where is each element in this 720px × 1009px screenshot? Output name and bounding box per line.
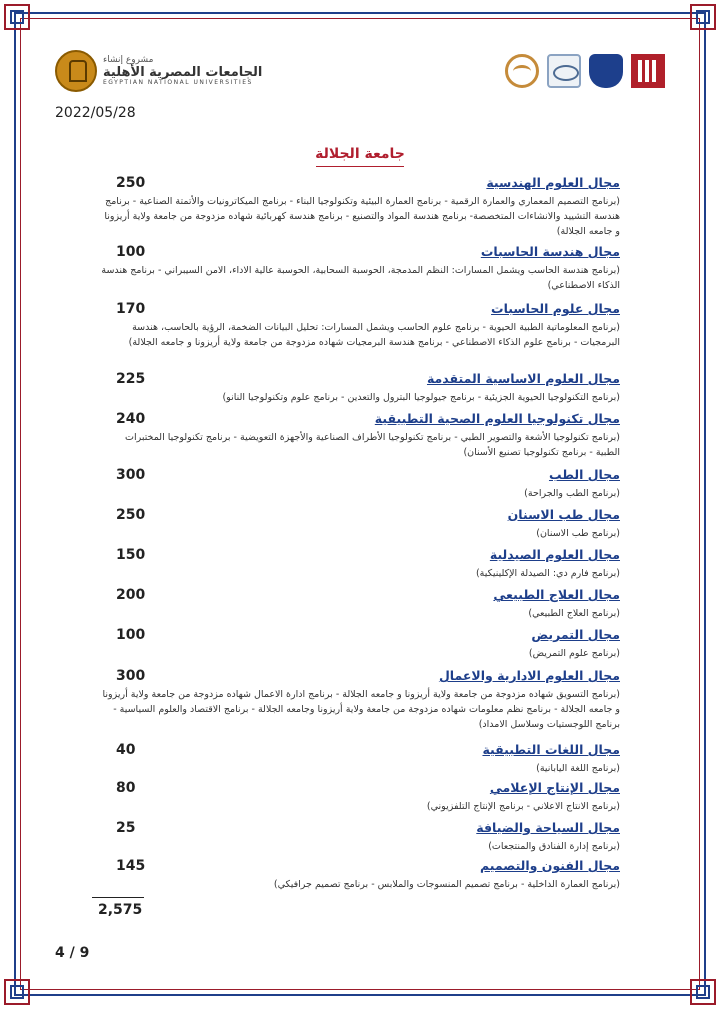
- field-seat-count: 300: [116, 467, 146, 483]
- field-seat-count: 25: [116, 820, 136, 836]
- field-seat-count: 240: [116, 411, 146, 427]
- field-seat-count: 150: [116, 547, 146, 563]
- field-name: مجال العلوم الهندسية: [486, 175, 620, 190]
- field-name: مجال التمريض: [531, 627, 620, 642]
- field-programs: (برنامج هندسة الحاسب ويشمل المسارات: النظم المدمجة، الحوسبة السحابية، الحوسبة عالية الاداء، الامن السيبراني - برنامج هندسة الذكاء الاصطناعي): [101, 265, 620, 291]
- field-programs: (برنامج تكنولوجيا الأشعة والتصوير الطبي - برنامج تكنولوجيا الأطراف الصناعية والأجهزة التعويضية - برنامج تكنولوجيا المختبرات الطبية - برنامج تكنولوجيا تصنيع الأسنان): [125, 432, 620, 458]
- field-programs: (برنامج العلاج الطبيعي): [528, 608, 620, 619]
- field-name: مجال علوم الحاسبات: [491, 301, 620, 316]
- field-programs: (برنامج علوم التمريض): [528, 648, 620, 659]
- field-name: مجال العلوم الادارية والاعمال: [438, 668, 620, 683]
- field-name: مجال هندسة الحاسبات: [480, 244, 620, 259]
- field-programs: (برنامج إدارة الفنادق والمنتجعات): [488, 841, 620, 852]
- field-name: مجال اللغات التطبيقية: [482, 742, 620, 757]
- field-programs: (برنامج المعلوماتية الطبية الحيوية - برنامج علوم الحاسب ويشمل المسارات: تحليل البيانات الضخمة، الرؤية بالحاسب، هندسة البرمجيات - برنامج علوم الذكاء الاصطناعي - برنامج هندسة البرمجيات شهاده مزدوجة من جامعة ولاية أريزونا و جامعه الجلالة): [128, 322, 620, 348]
- field-programs: (برنامج اللغة اليابانية): [536, 763, 620, 774]
- field-seat-count: 100: [116, 627, 146, 643]
- logo-english-name: EGYPTIAN NATIONAL UNIVERSITIES: [103, 78, 253, 86]
- field-name: مجال العلوم الصيدلية: [489, 547, 620, 562]
- field-programs: (برنامج التصميم المعماري والعمارة الرقمية - برنامج العمارة البيئية وتكنولوجيا البناء - برنامج الميكاترونيات والأتمتة الصناعية - برنامج هندسة التشييد والانشاءات المتخصصة- برنامج هندسة المواد والتصنيع - برنامج هندسة كهربائية شهاده مزدوجة من جامعة ولاية أريزونا و جامعه الجلالة): [104, 196, 620, 237]
- field-seat-count: 250: [116, 507, 146, 523]
- field-name: مجال طب الاسنان: [507, 507, 620, 522]
- field-programs: (برنامج التسويق شهاده مزدوجة من جامعة ولاية أريزونا و جامعه الجلالة - برنامج ادارة الاعمال شهاده مزدوجة من جامعة ولاية أريزونا و جامعه الجلالة - برنامج نظم معلومات شهاده مزدوجة من جامعة ولاية أريزونا وجامعه الجلالة - برنامج الاقتصاد والعلوم السياسية - برنامج اللوجستيات وسلاسل الامداد): [102, 689, 620, 730]
- field-seat-count: 170: [116, 301, 146, 317]
- field-seat-count: 200: [116, 587, 146, 603]
- page-title: جامعة الجلالة: [315, 146, 405, 162]
- field-name: مجال العلوم الاساسية المتقدمة: [426, 371, 620, 386]
- field-programs: (برنامج فارم دي: الصيدلة الإكلينيكية): [475, 568, 620, 579]
- field-name: مجال العلاج الطبيعي: [493, 587, 620, 602]
- field-programs: (برنامج التكنولوجيا الحيوية الجزيئية - برنامج جيولوجيا البترول والتعدين - برنامج علوم وتكنولوجيا النانو): [222, 392, 620, 403]
- logo-title: الجامعات المصرية الأهلية: [103, 64, 263, 80]
- field-seat-count: 100: [116, 244, 146, 260]
- field-programs: (برنامج العمارة الداخلية - برنامج تصميم المنسوجات والملابس - برنامج تصميم جرافيكي): [273, 879, 620, 890]
- document-date: 2022/05/28: [55, 105, 136, 121]
- total-count: 2,575: [98, 902, 143, 918]
- field-seat-count: 80: [116, 780, 136, 796]
- field-name: مجال تكنولوجيا العلوم الصحية التطبيقية: [374, 411, 620, 426]
- field-programs: (برنامج الطب والجراحة): [524, 488, 620, 499]
- page-number: 4 / 9: [55, 945, 90, 961]
- field-seat-count: 250: [116, 175, 146, 191]
- field-seat-count: 145: [116, 858, 146, 874]
- logo-subtitle: مشروع إنشاء: [103, 54, 154, 65]
- field-name: مجال الإنتاج الإعلامي: [489, 780, 620, 795]
- field-name: مجال الطب: [548, 467, 620, 482]
- field-programs: (برنامج الانتاج الاعلاني - برنامج الإنتاج التلفزيوني): [426, 801, 620, 812]
- total-divider: [92, 897, 144, 898]
- field-seat-count: 300: [116, 668, 146, 684]
- field-programs: (برنامج طب الاسنان): [536, 528, 620, 539]
- field-name: مجال السياحة والضيافة: [476, 820, 620, 835]
- field-name: مجال الفنون والتصميم: [479, 858, 620, 873]
- field-seat-count: 40: [116, 742, 136, 758]
- field-seat-count: 225: [116, 371, 146, 387]
